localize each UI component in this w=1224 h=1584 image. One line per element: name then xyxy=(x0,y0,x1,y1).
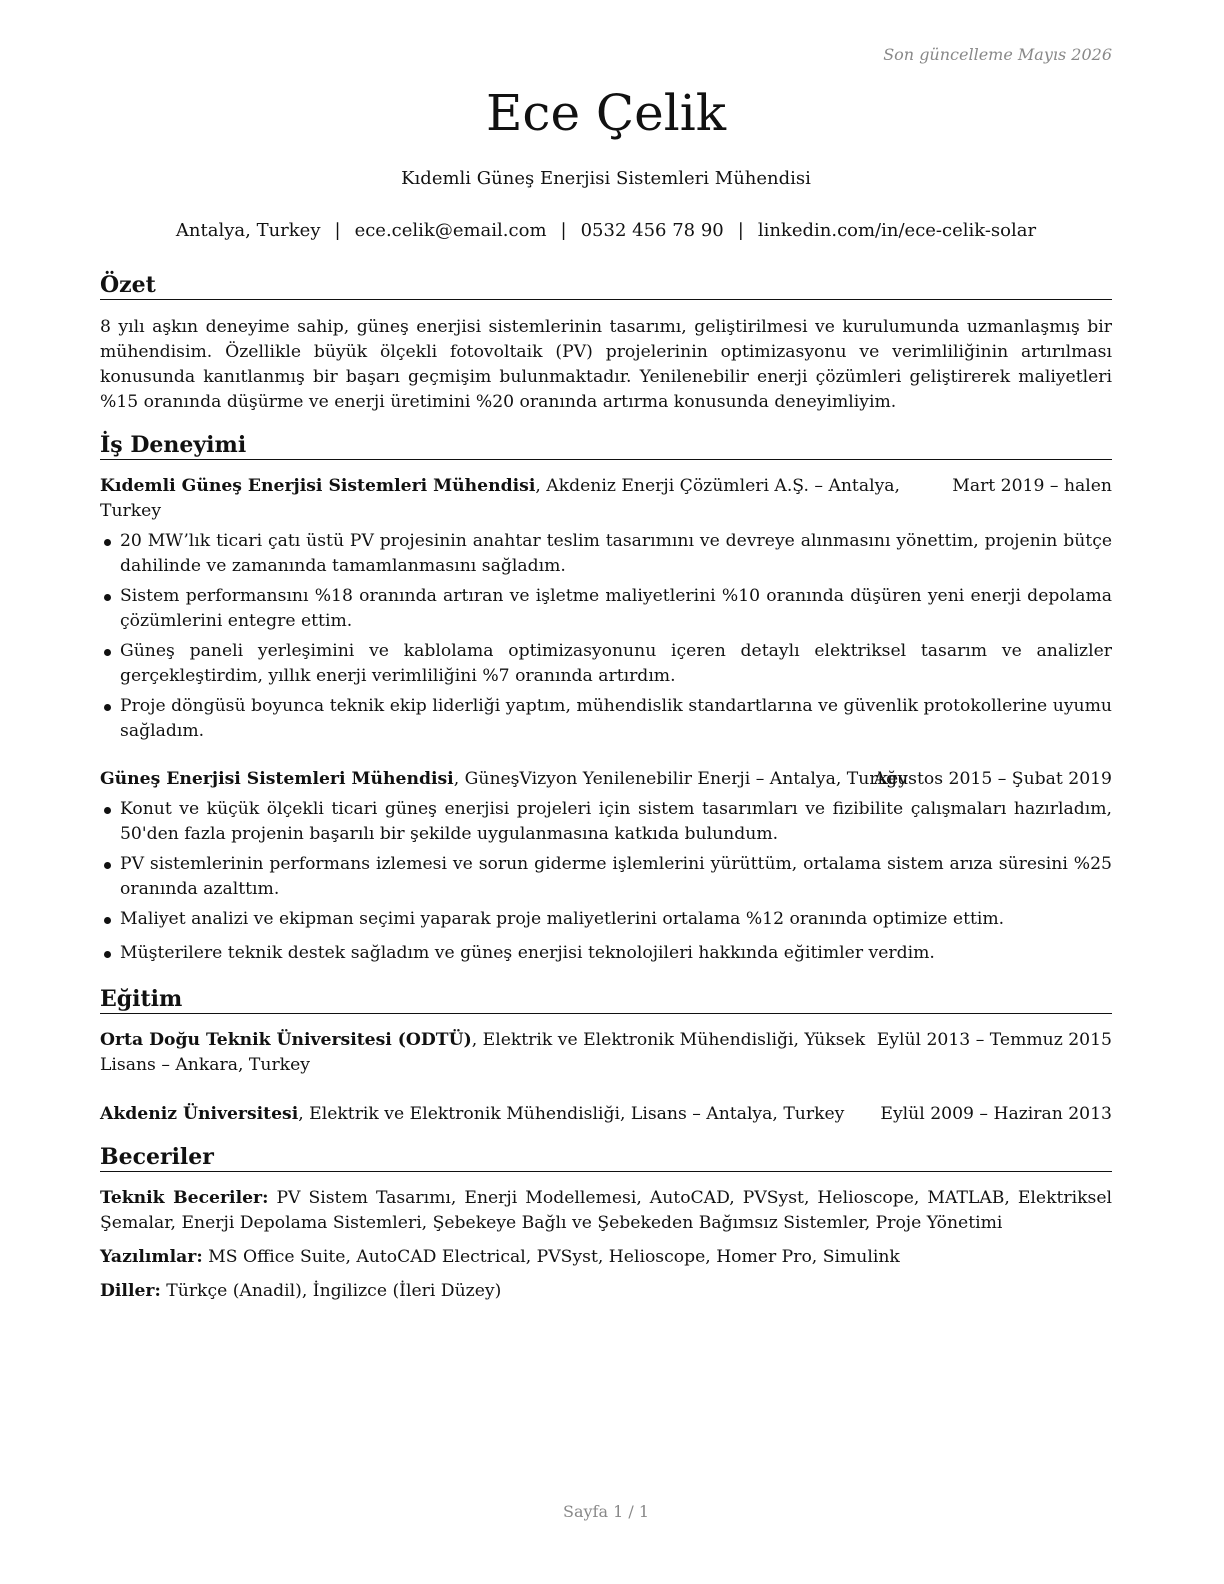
job-bullets xyxy=(100,529,1112,749)
contact-line xyxy=(100,220,1112,241)
skills-label: Yazılımlar: xyxy=(100,1247,203,1267)
job-bullet: Sistem performansını %18 oranında artıran ve işletme maliyetlerini %10 oranında düşüren yeni enerji depolama çözümlerini entegre ettim. xyxy=(100,584,1112,634)
education-dates: Eylül 2013 – Temmuz 2015 xyxy=(876,1030,1112,1050)
job-role: Güneş Enerjisi Sistemleri Mühendisi xyxy=(100,769,454,789)
job-bullet: Maliyet analizi ve ekipman seçimi yaparak proje maliyetlerini ortalama %12 oranında optimize ettim. xyxy=(100,907,1112,932)
last-updated-note: Son güncelleme Mayıs 2026 xyxy=(883,45,1112,64)
section-title-skills: Beceriler xyxy=(100,1143,1112,1172)
education-detail-continued: Lisans – Ankara, Turkey xyxy=(100,1055,310,1075)
education-detail: , Elektrik ve Elektronik Mühendisliği, Lisans – Antalya, Turkey xyxy=(298,1104,845,1124)
contact-separator: | xyxy=(334,220,341,241)
job-bullets xyxy=(100,797,1112,971)
skills-value: MS Office Suite, AutoCAD Electrical, PVSyst, Helioscope, Homer Pro, Simulink xyxy=(202,1247,900,1267)
resume-page xyxy=(100,0,1112,1584)
skills-label: Diller: xyxy=(100,1281,161,1301)
skills-group xyxy=(100,1279,1112,1304)
skills-label: Teknik Beceriler: xyxy=(100,1188,269,1208)
education-detail: , Elektrik ve Elektronik Mühendisliği, Yüksek xyxy=(471,1030,866,1050)
skills-group xyxy=(100,1186,1112,1236)
job-role: Kıdemli Güneş Enerjisi Sistemleri Mühendisi xyxy=(100,476,536,496)
contact-separator: | xyxy=(737,220,744,241)
skills-value: PV Sistem Tasarımı, Enerji Modellemesi, AutoCAD, PVSyst, Helioscope, MATLAB, Elektriksel Şemalar, Enerji Depolama Sistemleri, Şebekeye Bağlı ve Şebekeden Bağımsız Sistemler, Proje Yönetimi xyxy=(100,1188,1113,1233)
section-title-education: Eğitim xyxy=(100,985,1112,1014)
education-dates: Eylül 2009 – Haziran 2013 xyxy=(880,1104,1112,1124)
education-school: Orta Doğu Teknik Üniversitesi (ODTÜ) xyxy=(100,1030,472,1050)
job-header xyxy=(100,767,1112,792)
education-entry xyxy=(100,1102,1112,1127)
contact-phone[interactable]: 0532 456 78 90 xyxy=(580,220,724,241)
candidate-headline: Kıdemli Güneş Enerjisi Sistemleri Mühendisi xyxy=(401,168,811,189)
section-title-experience: İş Deneyimi xyxy=(100,431,1112,460)
contact-location: Antalya, Turkey xyxy=(175,220,321,241)
job-bullet: Güneş paneli yerleşimini ve kablolama optimizasyonunu içeren detaylı elektriksel tasarım ve analizler gerçekleştirdim, yıllık enerji verimliliğini %7 oranında artırdım. xyxy=(100,639,1112,689)
job-organization: , GüneşVizyon Yenilenebilir Enerji – Antalya, Turkey xyxy=(453,769,908,789)
contact-email[interactable]: ece.celik@email.com xyxy=(354,220,547,241)
education-school: Akdeniz Üniversitesi xyxy=(100,1104,299,1124)
job-organization: , Akdeniz Enerji Çözümleri A.Ş. – Antalya, Turkey xyxy=(100,476,901,521)
skills-value: Türkçe (Anadil), İngilizce (İleri Düzey) xyxy=(160,1281,502,1301)
job-header xyxy=(100,474,1112,524)
job-bullet: Konut ve küçük ölçekli ticari güneş enerjisi projeleri için sistem tasarımları ve fizibilite çalışmaları hazırladım, 50'den fazla projenin başarılı bir şekilde uygulanmasına katkıda bulundum. xyxy=(100,797,1112,847)
job-bullet: Proje döngüsü boyunca teknik ekip liderliği yaptım, mühendislik standartlarına ve güvenlik protokollerine uyumu sağladım. xyxy=(100,694,1112,744)
job-bullet: 20 MW’lık ticari çatı üstü PV projesinin anahtar teslim tasarımını ve devreye alınmasını yönettim, projenin bütçe dahilinde ve zamanında tamamlanmasını sağladım. xyxy=(100,529,1112,579)
education-entry xyxy=(100,1028,1112,1078)
skills-group xyxy=(100,1245,1112,1270)
candidate-name: Ece Çelik xyxy=(485,84,727,142)
summary-text: 8 yılı aşkın deneyime sahip, güneş enerjisi sistemlerinin tasarımı, geliştirilmesi ve kurulumunda uzmanlaşmış bir mühendisim. Özellikle büyük ölçekli fotovoltaik (PV) projelerinin optimizasyonu ve verimliliğinin artırılması konusunda kanıtlanmış bir başarı geçmişim bulunmaktadır. Yenilenebilir enerji çözümleri geliştirerek maliyetleri %15 oranında düşürme ve enerji üretimini %20 oranında artırma konusunda deneyimliyim. xyxy=(100,317,1112,412)
contact-linkedin[interactable]: linkedin.com/in/ece-celik-solar xyxy=(757,220,1037,241)
job-bullet: PV sistemlerinin performans izlemesi ve sorun giderme işlemlerini yürüttüm, ortalama sistem arıza süresini %25 oranında azalttım. xyxy=(100,852,1112,902)
contact-separator: | xyxy=(560,220,567,241)
job-dates: Mart 2019 – halen xyxy=(952,476,1112,496)
job-dates: Ağustos 2015 – Şubat 2019 xyxy=(873,769,1112,789)
page-number: Sayfa 1 / 1 xyxy=(562,1502,649,1521)
section-title-summary: Özet xyxy=(100,271,1112,300)
job-bullet: Müşterilere teknik destek sağladım ve güneş enerjisi teknolojileri hakkında eğitimler verdim. xyxy=(100,941,1112,966)
